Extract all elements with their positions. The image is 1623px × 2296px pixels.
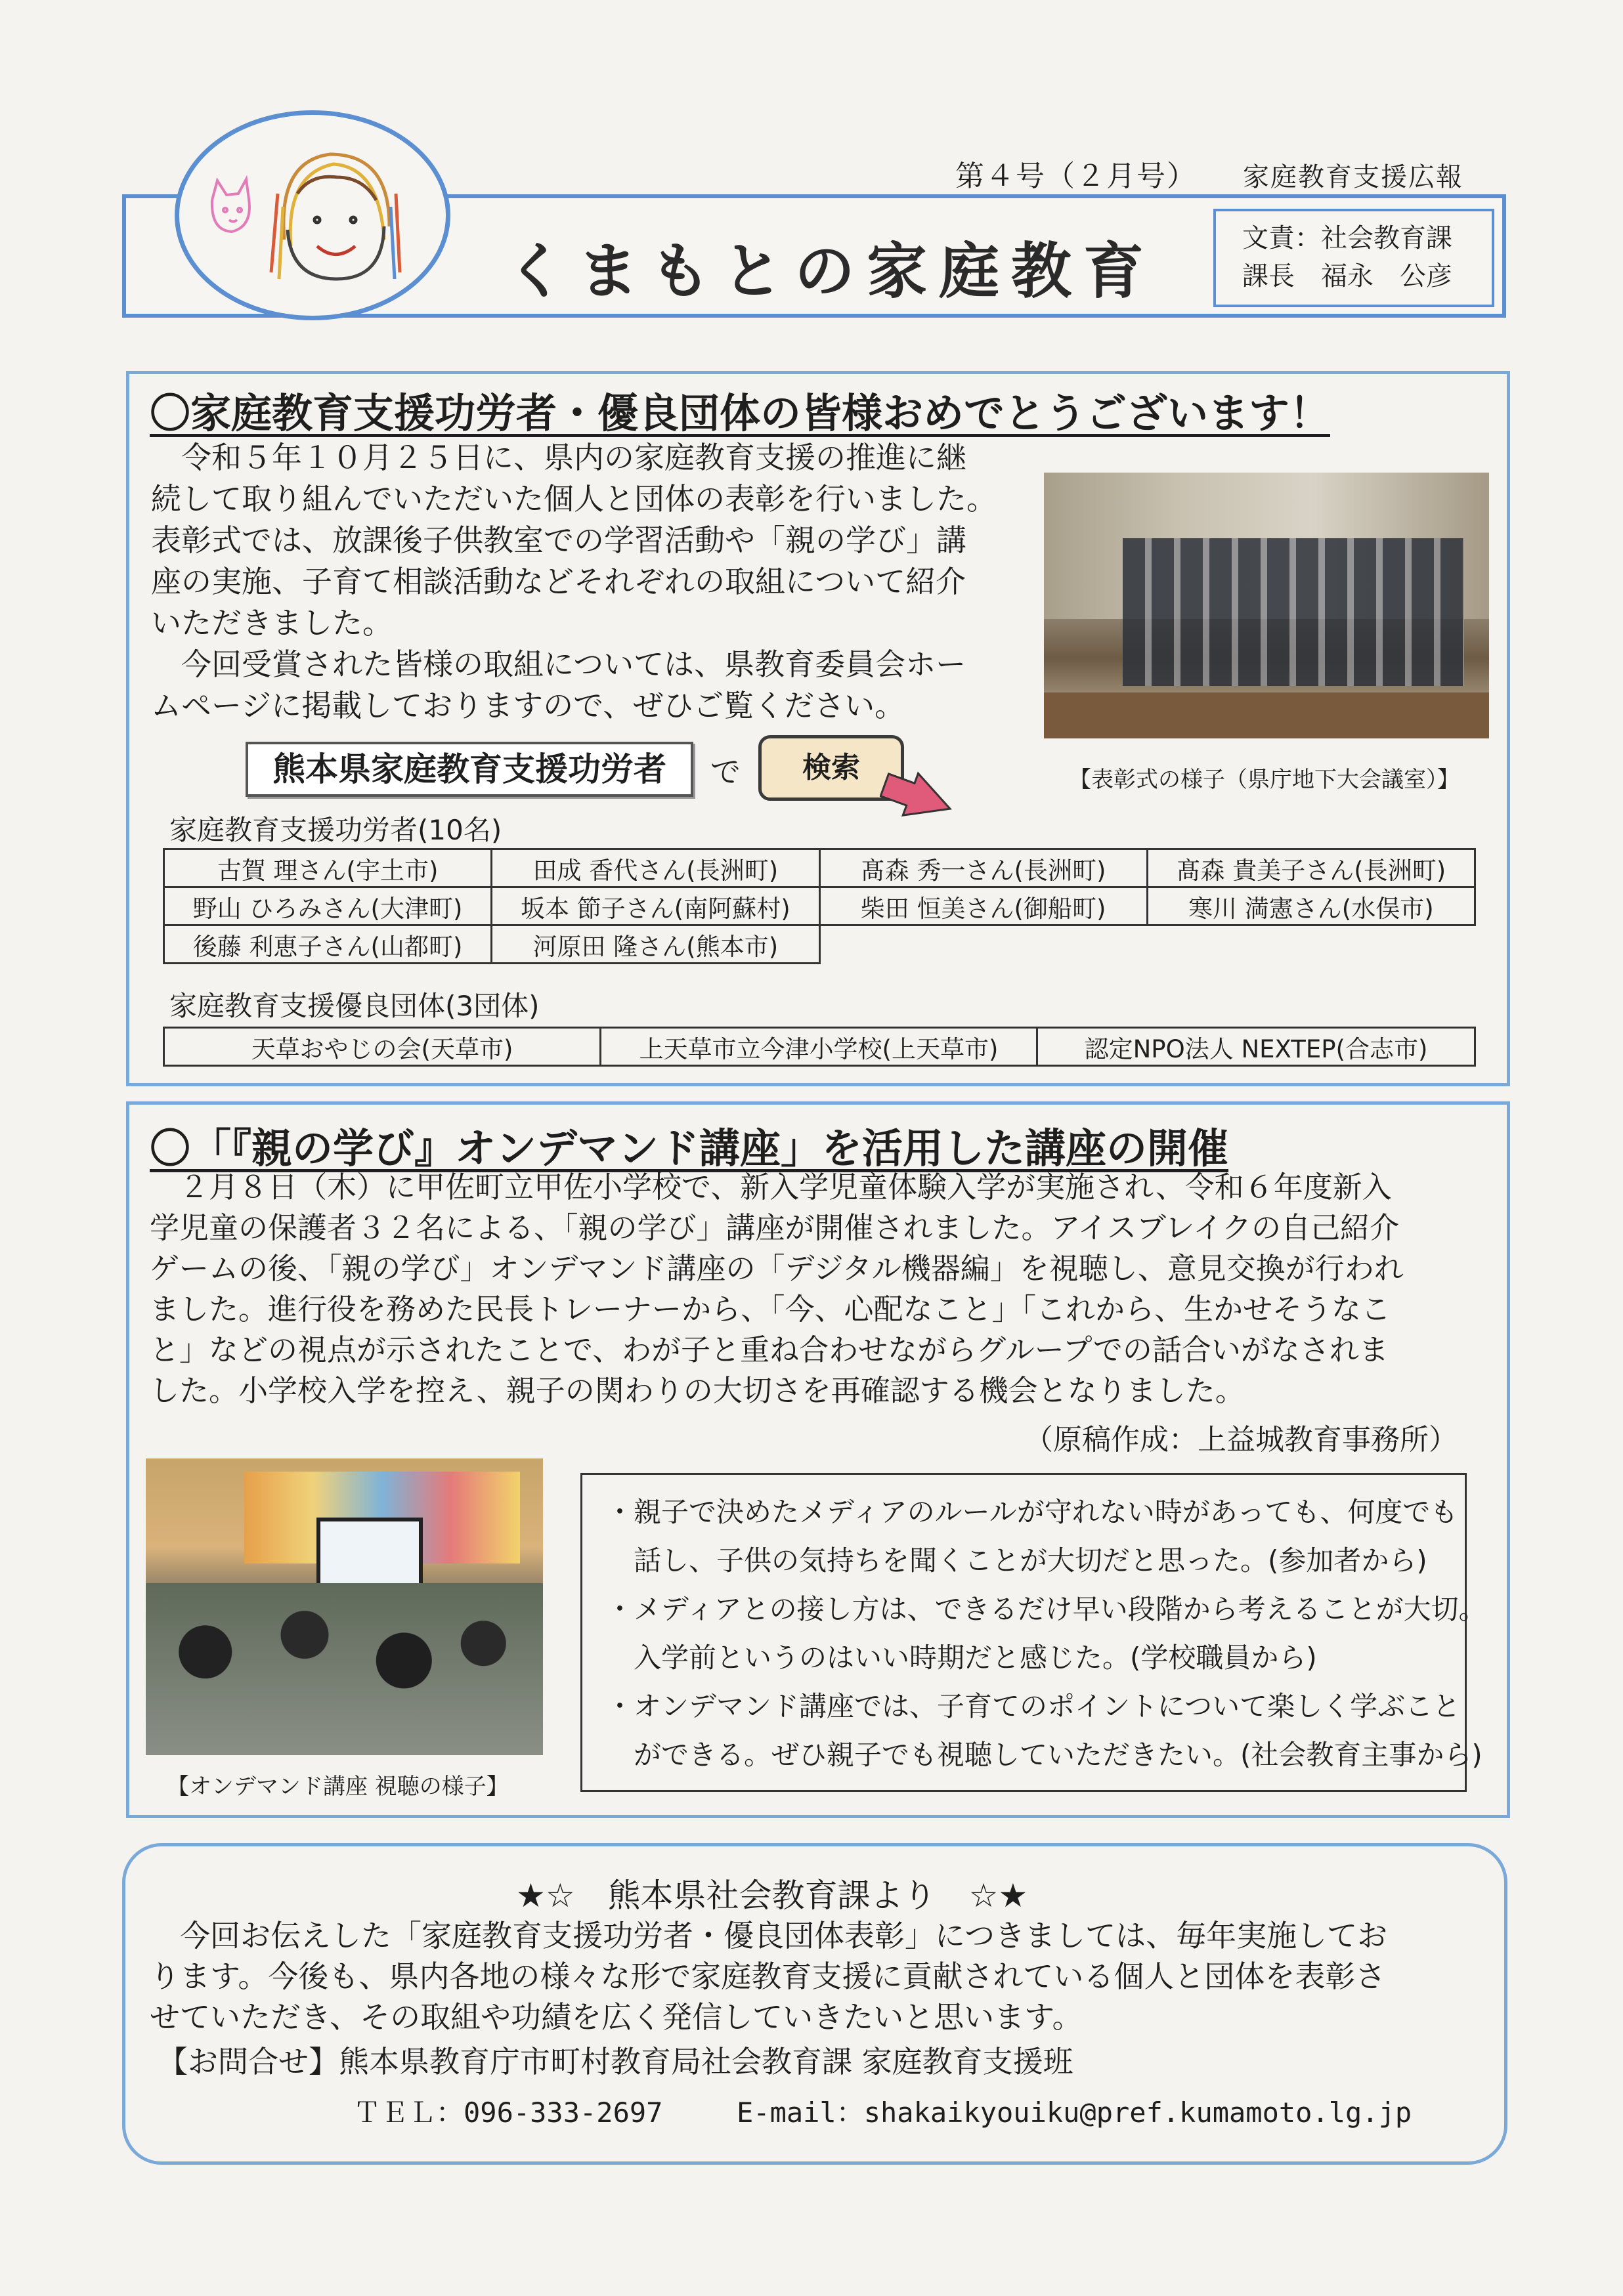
logo-circle: [175, 110, 450, 320]
empty-cell: [1147, 925, 1475, 964]
table-cell: 後藤 利恵子さん(山都町): [164, 925, 492, 964]
body-line: ２月８日（木）に甲佐町立甲佐小学校で、新入学児童体験入学が実施され、令和６年度新入: [150, 1170, 1392, 1204]
notice-heading: ★☆ 熊本県社会教育課より ☆★: [516, 1877, 1028, 1915]
table-cell: 柴田 恒美さん(御船町): [819, 887, 1147, 925]
body-line: ります。今後も、県内各地の様々な形で家庭教育支援に貢献されている個人と団体を表彰さ: [150, 1959, 1386, 1994]
empty-cell: [819, 925, 1147, 964]
ondemand-heading: 〇「『親の学び』オンデマンド講座」を活用した講座の開催: [150, 1124, 1229, 1172]
table-cell: 野山 ひろみさん(大津町): [164, 887, 492, 925]
publisher-name: 家庭教育支援広報: [1243, 162, 1463, 192]
feedback-line: ・オンデマンド講座では、子育てのポイントについて楽しく学ぶこと: [606, 1690, 1461, 1722]
email-address[interactable]: E-mail：shakaikyouiku@pref.kumamoto.lg.jp: [737, 2096, 1412, 2129]
ondemand-photo-caption: 【オンデマンド講座 視聴の様子】: [167, 1774, 509, 1800]
body-line: ゲームの後、「親の学び」オンデマンド講座の「デジタル機器編」を視聴し、意見交換が行われ: [150, 1251, 1404, 1286]
table-cell: 寒川 満憲さん(水俣市): [1147, 887, 1475, 925]
feedback-line: 話し、子供の気持ちを聞くことが大切だと思った。(参加者から): [606, 1544, 1427, 1577]
table-cell: 古賀 理さん(宇土市): [164, 849, 492, 887]
award-body: [151, 437, 997, 727]
table-cell: 坂本 節子さん(南阿蘇村): [492, 887, 819, 925]
contact-line: 【お問合せ】熊本県教育庁市町村教育局社会教育課 家庭教育支援班: [158, 2044, 1073, 2079]
body-line: 表彰式では、放課後子供教室での学習活動や「親の学び」講: [151, 522, 966, 558]
body-line: 座の実施、子育て相談活動などそれぞれの取組について紹介: [151, 564, 966, 599]
credit-line: 課長 福永 公彦: [1242, 261, 1452, 291]
body-line: した。小学校入学を控え、親子の関わりの大切さを再確認する機会となりました。: [150, 1373, 1245, 1408]
groups-table: [163, 1027, 1476, 1067]
table-cell: 認定NPO法人 NEXTEP(合志市): [1037, 1028, 1475, 1066]
body-line: と」などの視点が示されたことで、わが子と重ね合わせながらグループでの話合いがなされま: [150, 1332, 1389, 1367]
ondemand-session-photo: [146, 1458, 543, 1755]
search-joiner: で: [710, 754, 741, 790]
feedback-line: ができる。ぜひ親子でも視聴していただきたい。(社会教育主事から): [606, 1739, 1482, 1771]
individuals-label: 家庭教育支援功労者(10名): [169, 814, 502, 846]
body-line: 令和５年１０月２５日に、県内の家庭教育支援の推進に継: [151, 440, 966, 475]
award-ceremony-photo: [1044, 473, 1489, 738]
table-row: [164, 1028, 1475, 1066]
newsletter-title: くまもとの家庭教育: [506, 236, 1156, 307]
individuals-table: [163, 848, 1476, 964]
ondemand-body: [150, 1167, 1404, 1411]
body-line: ました。進行役を務めた民長トレーナーから、「今、心配なこと」「これから、生かせそうなこ: [150, 1292, 1391, 1327]
credit-box: [1213, 209, 1494, 307]
table-cell: 髙森 貴美子さん(長洲町): [1147, 849, 1475, 887]
feedback-line: 入学前というのはいい時期だと感じた。(学校職員から): [606, 1642, 1317, 1674]
table-cell: 天草おやじの会(天草市): [164, 1028, 601, 1066]
feedback-box: [580, 1473, 1486, 1792]
table-cell: 河原田 隆さん(熊本市): [492, 925, 819, 964]
body-line: 今回受賞された皆様の取組については、県教育委員会ホー: [151, 647, 966, 682]
tel-number: ＴＥＬ：096-333-2697: [353, 2096, 663, 2129]
award-heading: 〇家庭教育支援功労者・優良団体の皆様おめでとうございます！: [150, 389, 1331, 437]
issue-number: 第４号（２月号）: [955, 159, 1197, 193]
body-line: ムページに掲載しておりますので、ぜひご覧ください。: [151, 688, 905, 723]
award-photo-caption: 【表彰式の様子（県庁地下大会議室）】: [1069, 767, 1460, 793]
feedback-line: ・親子で決めたメディアのルールが守れない時があっても、何度でも: [606, 1496, 1458, 1528]
groups-label: 家庭教育支援優良団体(3団体): [169, 990, 540, 1022]
body-line: 学児童の保護者３２名による、「親の学び」講座が開催されました。アイスブレイクの自己紹介: [150, 1210, 1400, 1245]
notice-body: [150, 1915, 1387, 2037]
body-line: 今回お伝えした「家庭教育支援功労者・優良団体表彰」につきましては、毎年実施してお: [150, 1918, 1388, 1953]
search-button[interactable]: 検索: [758, 735, 904, 801]
credit-line: 文責：社会教育課: [1242, 223, 1452, 253]
table-row: [164, 887, 1475, 925]
body-line: 続して取り組んでいただいた個人と団体の表彰を行いました。: [151, 481, 997, 517]
search-term-box: 熊本県家庭教育支援功労者: [246, 742, 693, 797]
table-row: [164, 849, 1475, 887]
table-row: [164, 925, 1475, 964]
arrow-pointer-icon: [880, 771, 959, 824]
body-line: いただきました。: [151, 605, 393, 641]
source-credit: （原稿作成：上益城教育事務所）: [1024, 1423, 1458, 1456]
hand-drawn-child-face-icon: [179, 115, 446, 316]
table-cell: 田成 香代さん(長洲町): [492, 849, 819, 887]
feedback-line: ・メディアとの接し方は、できるだけ早い段階から考えることが大切。: [606, 1593, 1486, 1625]
table-cell: 上天草市立今津小学校(上天草市): [601, 1028, 1037, 1066]
table-cell: 髙森 秀一さん(長洲町): [819, 849, 1147, 887]
body-line: せていただき、その取組や功績を広く発信していきたいと思います。: [150, 1999, 1083, 2035]
